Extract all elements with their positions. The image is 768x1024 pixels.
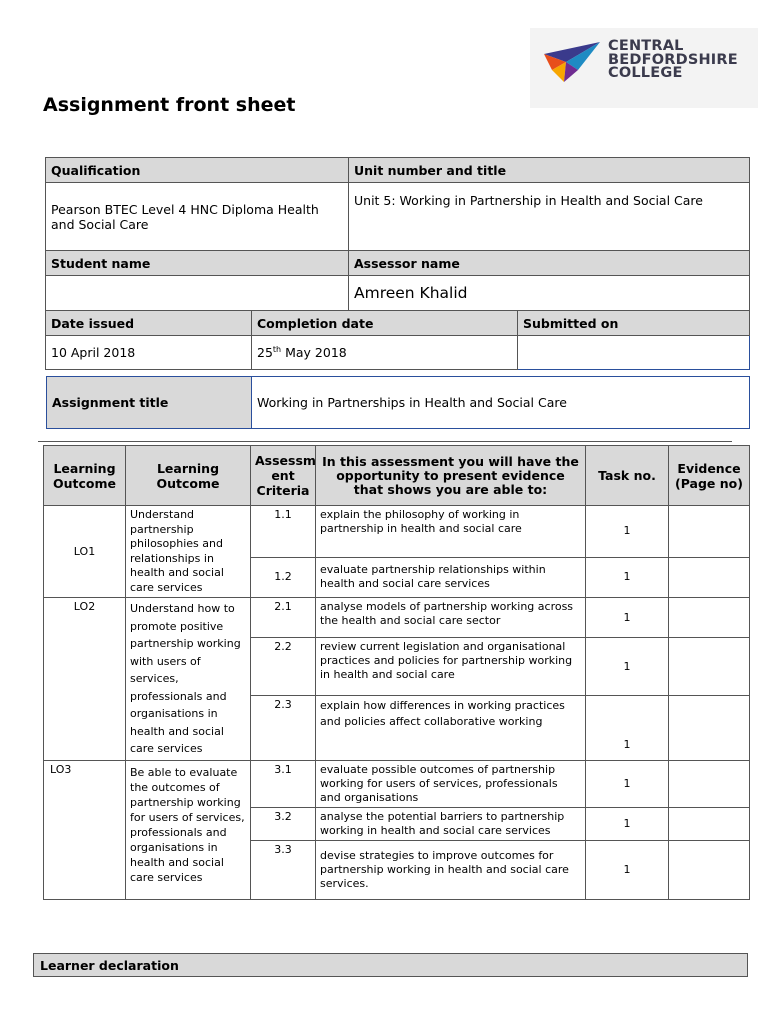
completion-suffix: th bbox=[272, 344, 282, 354]
date-issued-label: Date issued bbox=[46, 311, 252, 336]
completion-date-label: Completion date bbox=[252, 311, 518, 336]
student-name-label: Student name bbox=[46, 251, 349, 276]
lo-description: Be able to evaluate the outcomes of partnership working for users of services, professionals and organisations in health and social care services bbox=[126, 760, 251, 899]
criteria-text: analyse the potential barriers to partnership working in health and social care services bbox=[316, 807, 586, 840]
unit-value: Unit 5: Working in Partnership in Health and Social Care bbox=[349, 183, 750, 251]
learner-declaration-header: Learner declaration bbox=[33, 953, 748, 977]
lo-description: Understand partnership philosophies and relationships in health and social care services bbox=[126, 506, 251, 598]
criteria-text: explain how differences in working practices and policies affect collaborative working bbox=[316, 695, 586, 760]
criteria-text: evaluate partnership relationships within health and social care services bbox=[316, 557, 586, 597]
assessor-name-label: Assessor name bbox=[349, 251, 750, 276]
evidence-cell[interactable] bbox=[669, 760, 750, 807]
completion-month-year: May 2018 bbox=[281, 345, 347, 361]
lo-code: LO3 bbox=[44, 760, 126, 899]
header-evidence-description: In this assessment you will have the opportunity to present evidence that shows you are able to: bbox=[316, 446, 586, 506]
college-logo-icon bbox=[542, 40, 606, 84]
task-cell: 1 bbox=[586, 840, 669, 899]
dates-table bbox=[45, 310, 750, 370]
task-cell: 1 bbox=[586, 807, 669, 840]
qualification-value: Pearson BTEC Level 4 HNC Diploma Health and Social Care bbox=[46, 183, 349, 251]
table-row bbox=[44, 506, 750, 558]
assessor-name-value: Amreen Khalid bbox=[349, 276, 750, 311]
submitted-on-value[interactable] bbox=[518, 336, 750, 370]
unit-label: Unit number and title bbox=[349, 158, 750, 183]
header-learning-outcome-desc: Learning Outcome bbox=[126, 446, 251, 506]
header-task-no: Task no. bbox=[586, 446, 669, 506]
learning-outcomes-table bbox=[43, 445, 750, 900]
criteria-text: evaluate possible outcomes of partnership working for users of services, professionals and organisations bbox=[316, 760, 586, 807]
task-cell: 1 bbox=[586, 598, 669, 638]
task-cell: 1 bbox=[586, 638, 669, 695]
lo-code: LO2 bbox=[44, 598, 126, 761]
criteria-cell: 2.2 bbox=[251, 638, 316, 695]
header-learning-outcome: Learning Outcome bbox=[44, 446, 126, 506]
date-issued-value: 10 April 2018 bbox=[46, 336, 252, 370]
criteria-text: analyse models of partnership working across the health and social care sector bbox=[316, 598, 586, 638]
criteria-text: explain the philosophy of working in partnership in health and social care bbox=[316, 506, 586, 558]
assignment-title-label: Assignment title bbox=[47, 377, 252, 429]
criteria-cell: 1.2 bbox=[251, 557, 316, 597]
task-cell: 1 bbox=[586, 695, 669, 760]
logo-line-3: COLLEGE bbox=[608, 65, 683, 81]
task-cell: 1 bbox=[586, 506, 669, 558]
header-evidence-page: Evidence (Page no) bbox=[669, 446, 750, 506]
evidence-cell[interactable] bbox=[669, 840, 750, 899]
criteria-cell: 1.1 bbox=[251, 506, 316, 558]
assignment-title-value: Working in Partnerships in Health and Social Care bbox=[252, 377, 750, 429]
assignment-table bbox=[46, 376, 750, 429]
logo-line-1: CENTRAL bbox=[608, 38, 684, 54]
logo-line-2: BEDFORDSHIRE bbox=[608, 51, 738, 68]
evidence-cell[interactable] bbox=[669, 807, 750, 840]
criteria-cell: 3.3 bbox=[251, 840, 316, 899]
task-cell: 1 bbox=[586, 760, 669, 807]
evidence-cell[interactable] bbox=[669, 638, 750, 695]
criteria-cell: 3.2 bbox=[251, 807, 316, 840]
evidence-cell[interactable] bbox=[669, 557, 750, 597]
header-assessment-criteria: Assessm ent Criteria bbox=[251, 446, 316, 506]
college-logo-text bbox=[608, 40, 758, 81]
criteria-text: review current legislation and organisational practices and policies for partnership working in health and social care bbox=[316, 638, 586, 695]
task-cell: 1 bbox=[586, 557, 669, 597]
table-row bbox=[44, 598, 750, 638]
criteria-cell: 2.1 bbox=[251, 598, 316, 638]
student-name-value[interactable] bbox=[46, 276, 349, 311]
page-title: Assignment front sheet bbox=[43, 94, 296, 116]
submitted-on-label: Submitted on bbox=[518, 311, 750, 336]
completion-date-value bbox=[252, 336, 518, 370]
criteria-text: devise strategies to improve outcomes for partnership working in health and social care services. bbox=[316, 840, 586, 899]
evidence-cell[interactable] bbox=[669, 695, 750, 760]
divider bbox=[38, 441, 732, 442]
lo-description: Understand how to promote positive partnership working with users of services, professionals and organisations in health and social care services bbox=[126, 598, 251, 761]
evidence-cell[interactable] bbox=[669, 506, 750, 558]
criteria-cell: 3.1 bbox=[251, 760, 316, 807]
table-row bbox=[44, 760, 750, 807]
criteria-cell: 2.3 bbox=[251, 695, 316, 760]
lo-code: LO1 bbox=[44, 506, 126, 598]
info-table bbox=[45, 157, 750, 311]
completion-day: 25 bbox=[257, 345, 273, 361]
evidence-cell[interactable] bbox=[669, 598, 750, 638]
qualification-label: Qualification bbox=[46, 158, 349, 183]
